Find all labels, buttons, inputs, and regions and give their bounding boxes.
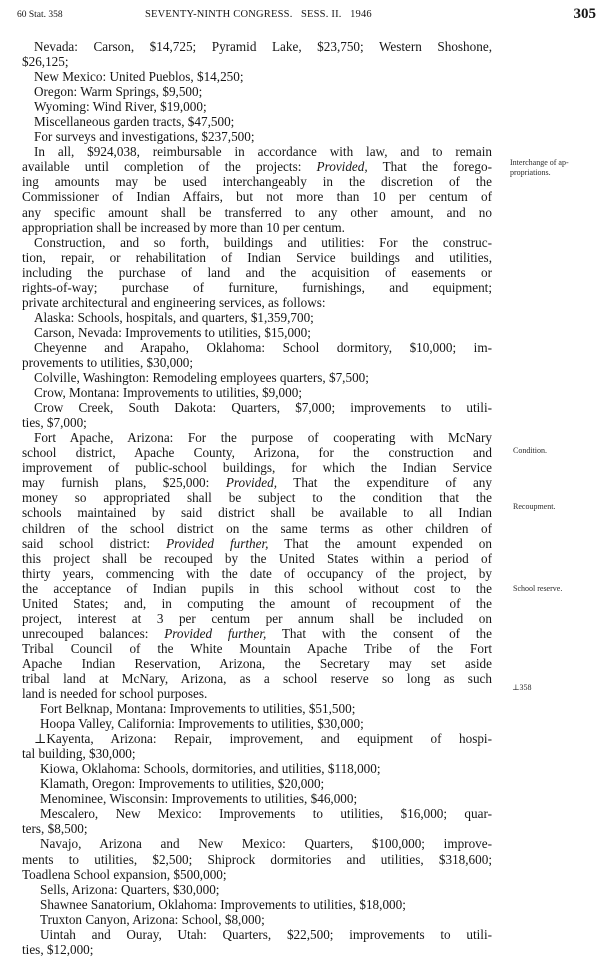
text-line <box>22 235 492 250</box>
text-line <box>22 671 492 686</box>
text-line <box>22 39 492 54</box>
text-run: Sells, Arizona: Quarters, $30,000; <box>40 881 220 897</box>
text-line <box>22 445 492 460</box>
margin-note-line: Interchange of ap- <box>510 158 569 167</box>
text-run: Nevada: Carson, $14,725; Pyramid Lake, $23,750; Western Shoshone, <box>34 39 492 54</box>
text-run: Toadlena School expansion, $500,000; <box>22 866 227 882</box>
text-line <box>22 521 492 536</box>
text-run: Construction, and so forth, buildings and utilities: For the construc- <box>34 234 492 250</box>
text-line <box>22 54 492 69</box>
text-run: Truxton Canyon, Arizona: School, $8,000; <box>40 911 265 927</box>
text-run: Mescalero, New Mexico: Improvements to utilities, $16,000; quar- <box>40 806 492 822</box>
text-run: thirty years, commencing with the date of occupancy of the project, by <box>22 565 492 581</box>
text-line <box>22 626 492 641</box>
text-line <box>22 174 492 189</box>
text-line <box>22 821 492 836</box>
text-line <box>22 385 492 400</box>
text-run: Miscellaneous garden tracts, $47,500; <box>34 114 235 130</box>
page-header <box>0 6 604 26</box>
text-run: Menominee, Wisconsin: Improvements to utilities, $46,000; <box>40 791 358 807</box>
text-run: unrecouped balances: <box>22 625 165 641</box>
text-run: children of the school district on the same terms as other children of <box>22 520 492 536</box>
text-line <box>22 490 492 505</box>
margin-note-interchange <box>510 158 569 178</box>
text-run: the acceptance of Indian pupils in this school without cost to the <box>22 580 492 596</box>
text-run: $26,125; <box>22 54 69 70</box>
text-run: ties, $7,000; <box>22 415 87 431</box>
text-line <box>22 205 492 220</box>
text-line <box>22 806 492 821</box>
text-line <box>22 551 492 566</box>
text-run: this project shall be recouped by the United States within a period of <box>22 550 492 566</box>
text-line <box>22 716 492 731</box>
text-line <box>22 250 492 265</box>
text-line <box>22 325 492 340</box>
text-run: ments to utilities, $2,500; Shiprock dormitories and utilities, $318,600; <box>22 851 492 867</box>
text-line <box>22 596 492 611</box>
text-line <box>22 852 492 867</box>
text-run: Crow, Montana: Improvements to utilities, $9,000; <box>34 385 302 401</box>
text-run: ties, $12,000; <box>22 941 94 957</box>
text-line <box>22 701 492 716</box>
margin-note-line: propriations. <box>510 168 551 177</box>
text-line <box>22 746 492 761</box>
text-line <box>22 611 492 626</box>
text-line <box>22 942 492 957</box>
text-run: Uintah and Ouray, Utah: Quarters, $22,500; improvements to utili- <box>40 926 492 942</box>
text-line <box>22 536 492 551</box>
text-line <box>22 400 492 415</box>
text-run: That with the consent of the <box>266 625 492 641</box>
text-run: Oregon: Warm Springs, $9,500; <box>34 84 203 100</box>
text-run: may furnish plans, $25,000: <box>22 475 226 491</box>
text-line <box>22 355 492 370</box>
statute-body-text <box>22 39 492 957</box>
text-line <box>22 761 492 776</box>
text-line <box>22 776 492 791</box>
margin-note-condition: Condition. <box>513 446 548 455</box>
text-run: For surveys and investigations, $237,500; <box>34 129 255 145</box>
text-run: Commissioner of Indian Affairs, but not more than 10 per centum of <box>22 189 492 205</box>
text-run: ing amounts may be used interchangeably in the discretion of the <box>22 174 492 190</box>
text-run: Shawnee Sanatorium, Oklahoma: Improvements to utilities, $18,000; <box>40 896 406 912</box>
text-run: available until completion of the projects: <box>22 159 317 175</box>
italic-proviso: Provided, <box>225 475 278 491</box>
text-run: money so appropriated shall be subject to the condition that the <box>22 490 492 506</box>
text-run: appropriation shall be increased by more than 10 per centum. <box>22 219 345 235</box>
text-run: Apache Indian Reservation, Arizona, the Secretary may set aside <box>22 655 492 671</box>
text-line <box>22 144 492 159</box>
text-line <box>22 265 492 280</box>
text-run: tribal land at McNary, Arizona, as a school reserve so long as such <box>22 670 492 686</box>
text-run: Cheyenne and Arapaho, Oklahoma: School dormitory, $10,000; im- <box>34 339 492 355</box>
text-line <box>22 656 492 671</box>
text-run: ters, $8,500; <box>22 821 88 837</box>
text-run: private architectural and engineering services, as follows: <box>22 294 326 310</box>
text-run: Klamath, Oregon: Improvements to utilities, $20,000; <box>40 776 325 792</box>
text-line <box>22 927 492 942</box>
margin-note-school-reserve: School reserve. <box>513 584 563 593</box>
text-line <box>22 114 492 129</box>
text-run: Kiowa, Oklahoma: Schools, dormitories, and utilities, $118,000; <box>40 761 381 777</box>
margin-note-recoupment: Recoupment. <box>513 502 556 511</box>
text-line <box>22 460 492 475</box>
text-run: ⊥Kayenta, Arizona: Repair, improvement, and equipment of hospi- <box>34 731 492 747</box>
text-line <box>22 220 492 235</box>
text-run: Tribal Council of the White Mountain Apache Tribe of the Fort <box>22 640 492 656</box>
running-title: SEVENTY-NINTH CONGRESS. SESS. II. 1946 <box>145 9 372 20</box>
margin-note-page-reference: ⊥358 <box>512 683 532 692</box>
text-line <box>22 84 492 99</box>
text-run: Carson, Nevada: Improvements to utilities, $15,000; <box>34 324 311 340</box>
text-run: New Mexico: United Pueblos, $14,250; <box>34 69 244 85</box>
text-run: provements to utilities, $30,000; <box>22 354 194 370</box>
text-line <box>22 731 492 746</box>
text-line <box>22 370 492 385</box>
text-run: Colville, Washington: Remodeling employees quarters, $7,500; <box>34 370 369 386</box>
text-run: land is needed for school purposes. <box>22 686 208 702</box>
text-line <box>22 867 492 882</box>
text-run: Fort Belknap, Montana: Improvements to utilities, $51,500; <box>40 701 356 717</box>
text-run: rights-of-way; purchase of furniture, furnishings, and equipment; <box>22 279 492 295</box>
text-run: project, interest at 3 per centum per annum shall be included on <box>22 610 492 626</box>
statute-citation: 60 Stat. 358 <box>17 10 63 20</box>
text-run: Wyoming: Wind River, $19,000; <box>34 99 207 115</box>
italic-proviso: Provided further, <box>164 625 267 641</box>
text-line <box>22 129 492 144</box>
italic-proviso: Provided further, <box>166 535 269 551</box>
text-run: tal building, $30,000; <box>22 746 136 762</box>
text-line <box>22 897 492 912</box>
text-run: That the forego- <box>367 159 492 175</box>
text-run: improvement of public-school buildings, for which the Indian Service <box>22 460 492 476</box>
text-line <box>22 430 492 445</box>
text-line <box>22 566 492 581</box>
page-number: 305 <box>573 6 596 22</box>
text-run: Crow Creek, South Dakota: Quarters, $7,000; improvements to utili- <box>34 400 492 416</box>
text-run: school district, Apache County, Arizona, for the construction and <box>22 445 492 461</box>
text-run: including the purchase of land and the acquisition of easements or <box>22 264 492 280</box>
text-run: That the amount expended on <box>268 535 492 551</box>
text-line <box>22 912 492 927</box>
text-run: Navajo, Arizona and New Mexico: Quarters, $100,000; improve- <box>40 836 492 852</box>
text-line <box>22 581 492 596</box>
text-line <box>22 310 492 325</box>
text-run: Hoopa Valley, California: Improvements to utilities, $30,000; <box>40 716 364 732</box>
text-run: tion, repair, or rehabilitation of Indian Service buildings and utilities, <box>22 249 492 265</box>
text-line <box>22 280 492 295</box>
text-line <box>22 882 492 897</box>
text-line <box>22 686 492 701</box>
text-line <box>22 69 492 84</box>
text-line <box>22 99 492 114</box>
text-line <box>22 836 492 851</box>
text-run: United States; and, in computing the amount of recoupment of the <box>22 595 492 611</box>
text-run: Alaska: Schools, hospitals, and quarters, $1,359,700; <box>34 309 314 325</box>
text-line <box>22 791 492 806</box>
text-run: said school district: <box>22 535 167 551</box>
text-line <box>22 415 492 430</box>
text-line <box>22 189 492 204</box>
text-run: any specific amount shall be transferred to any other amount, and no <box>22 204 492 220</box>
text-line <box>22 159 492 174</box>
text-run: In all, $924,038, reimbursable in accordance with law, and to remain <box>34 144 492 160</box>
text-line <box>22 295 492 310</box>
text-line <box>22 475 492 490</box>
text-line <box>22 641 492 656</box>
text-line <box>22 340 492 355</box>
italic-proviso: Provided, <box>316 159 368 175</box>
text-run: schools maintained by said district shall be available to all Indian <box>22 505 492 521</box>
text-run: That the expenditure of any <box>277 475 492 491</box>
text-run: Fort Apache, Arizona: For the purpose of cooperating with McNary <box>34 430 492 446</box>
text-line <box>22 505 492 520</box>
